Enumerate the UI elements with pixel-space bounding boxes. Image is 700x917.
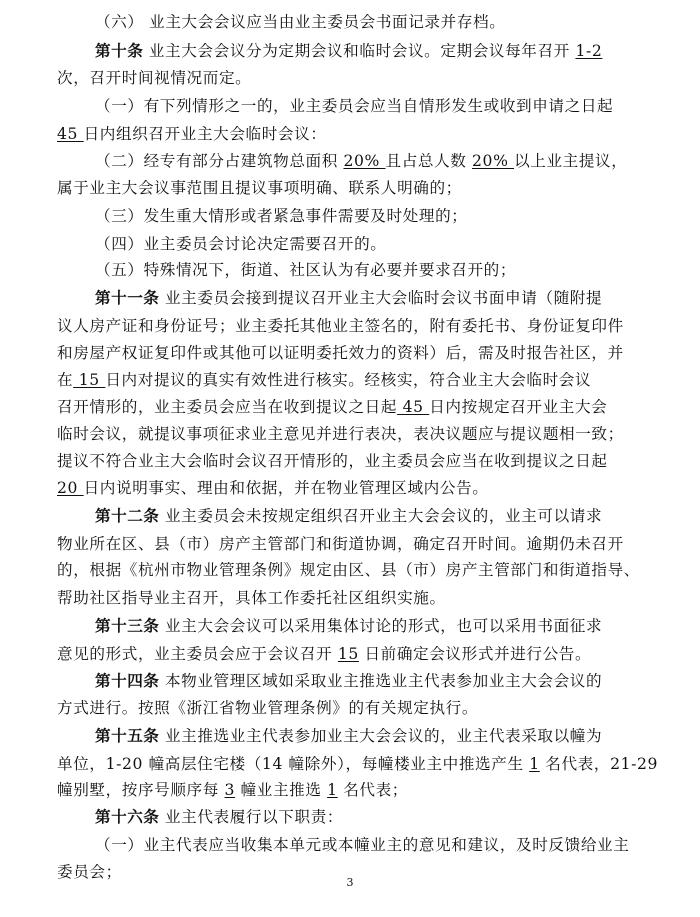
text-line: [95, 96, 613, 116]
text-line: [57, 424, 624, 444]
text-segment: 提议不符合业主大会临时会议召开情形的，业主委员会应当在收到提议之日起: [57, 452, 608, 470]
text-segment: 日前确定会议形式并进行公告。: [358, 645, 592, 663]
article-heading: 第十三条: [95, 617, 160, 635]
text-segment: 议人房产证和身份证号；业主委托其他业主签名的，附有委托书、身份证复印件: [57, 317, 624, 335]
underlined-value: 15: [73, 371, 106, 389]
article-heading: 第十条: [95, 42, 144, 60]
text-segment: 业主委员会接到提议召开业主大会临时会议书面申请（随附提: [159, 289, 603, 307]
text-segment: 次，召开时间视情况而定。: [57, 69, 252, 87]
article-heading: 第十六条: [95, 808, 160, 826]
underlined-value: 20%: [343, 152, 386, 170]
text-segment: （二）经专有部分占建筑物总面积: [95, 152, 344, 170]
text-line: [57, 370, 591, 390]
text-segment: 召开情形的，业主委员会应当在收到提议之日起: [57, 398, 398, 416]
text-segment: 且占总人数: [385, 152, 473, 170]
text-segment: 在: [57, 371, 74, 389]
text-segment: 意见的形式，业主委员会应于会议召开: [57, 645, 338, 663]
underlined-value: 20%: [472, 152, 515, 170]
article-heading: 第十二条: [95, 507, 160, 525]
text-segment: 日内组织召开业主大会临时会议：: [83, 125, 327, 143]
text-line: [95, 41, 602, 61]
underlined-value: 1: [529, 755, 540, 773]
text-line: [57, 451, 608, 471]
text-segment: （三）发生重大情形或者紧急事件需要及时处理的；: [95, 207, 468, 225]
underlined-value: 45: [57, 125, 84, 143]
text-segment: 方式进行。按照《浙江省物业管理条例》的有关规定执行。: [57, 699, 479, 717]
text-line: [57, 68, 251, 88]
text-line: [57, 316, 624, 336]
text-line: [57, 397, 607, 417]
text-segment: （四）业主委员会讨论决定需要召开的。: [95, 235, 387, 253]
underlined-value: 15: [337, 645, 359, 663]
text-segment: 业主委员会未按规定组织召开业主大会会议的，业主可以请求: [159, 507, 603, 525]
article-heading: 第十五条: [95, 727, 160, 745]
text-line: [95, 726, 602, 746]
text-segment: 以上业主提议，: [514, 152, 628, 170]
text-line: [95, 616, 602, 636]
text-segment: 名代表，21-29: [539, 755, 659, 773]
text-segment: （一）有下列情形之一的，业主委员会应当自情形发生或收到申请之日起: [95, 97, 614, 115]
text-segment: 业主大会会议可以采用集体讨论的形式，也可以采用书面征求: [159, 617, 603, 635]
text-segment: 物业所在区、县（市）房产主管部门和街道协调，确定召开时间。逾期仍未召开: [57, 535, 624, 553]
text-segment: 的，根据《杭州市物业管理条例》规定由区、县（市）房产主管部门和街道指导、: [57, 561, 640, 579]
article-heading: 第十四条: [95, 672, 160, 690]
text-segment: 日内说明事实、理由和依据，并在物业管理区域内公告。: [83, 479, 489, 497]
text-line: [57, 780, 408, 800]
underlined-value: 1-2: [575, 42, 603, 60]
text-line: [57, 588, 446, 608]
text-line: [57, 343, 624, 363]
text-segment: 本物业管理区域如采取业主推选业主代表参加业主大会会议的: [159, 672, 603, 690]
text-line: [57, 754, 658, 774]
text-line: [95, 151, 627, 171]
text-segment: 名代表；: [337, 781, 408, 799]
text-line: [57, 560, 640, 580]
text-line: [57, 178, 462, 198]
text-segment: 日内对提议的真实有效性进行核实。经核实，符合业主大会临时会议: [105, 371, 592, 389]
text-segment: 业主代表履行以下职责：: [159, 808, 344, 826]
underlined-value: 20: [57, 479, 84, 497]
text-segment: 和房屋产权证复印件或其他可以证明委托效力的资料）后，需及时报告社区，并: [57, 344, 624, 362]
text-segment: 日内按规定召开业主大会: [429, 398, 608, 416]
text-segment: 临时会议，就提议事项征求业主意见并进行表决，表决议题应与提议题相一致；: [57, 425, 624, 443]
text-segment: 委员会；: [57, 863, 122, 881]
text-line: [95, 671, 602, 691]
text-segment: 业主大会会议分为定期会议和临时会议。定期会议每年召开: [143, 42, 576, 60]
text-segment: 业主推选业主代表参加业主大会会议的，业主代表采取以幢为: [159, 727, 603, 745]
text-line: [95, 260, 516, 280]
text-segment: （五）特殊情况下，街道、社区认为有必要并要求召开的；: [95, 261, 517, 279]
text-segment: （一）业主代表应当收集本单元或本幢业主的意见和建议，及时反馈给业主: [95, 836, 630, 854]
article-heading: 第十一条: [95, 289, 160, 307]
text-segment: （六） 业主大会会议应当由业主委员会书面记录并存档。: [95, 13, 506, 31]
text-segment: 幢别墅，按序号顺序每: [57, 781, 225, 799]
text-line: [95, 807, 343, 827]
text-line: [95, 12, 505, 32]
text-segment: 属于业主大会议事范围且提议事项明确、联系人明确的；: [57, 179, 462, 197]
text-line: [95, 288, 602, 308]
underlined-value: 1: [327, 781, 338, 799]
text-line: [95, 506, 602, 526]
text-line: [95, 234, 387, 254]
text-line: [57, 644, 591, 664]
text-line: [57, 124, 327, 144]
page-number: 3: [346, 876, 354, 889]
text-line: [95, 206, 467, 226]
text-line: [57, 478, 488, 498]
text-segment: 幢业主推选: [235, 781, 328, 799]
text-line: [57, 698, 478, 718]
underlined-value: 45: [397, 398, 430, 416]
underlined-value: 3: [224, 781, 236, 799]
text-segment: 帮助社区指导业主召开，具体工作委托社区组织实施。: [57, 589, 446, 607]
text-segment: 单位，1-20 幢高层住宅楼（14 幢除外），每幢楼业主中推选产生: [57, 755, 530, 773]
text-line: [95, 835, 629, 855]
text-line: [57, 534, 624, 554]
